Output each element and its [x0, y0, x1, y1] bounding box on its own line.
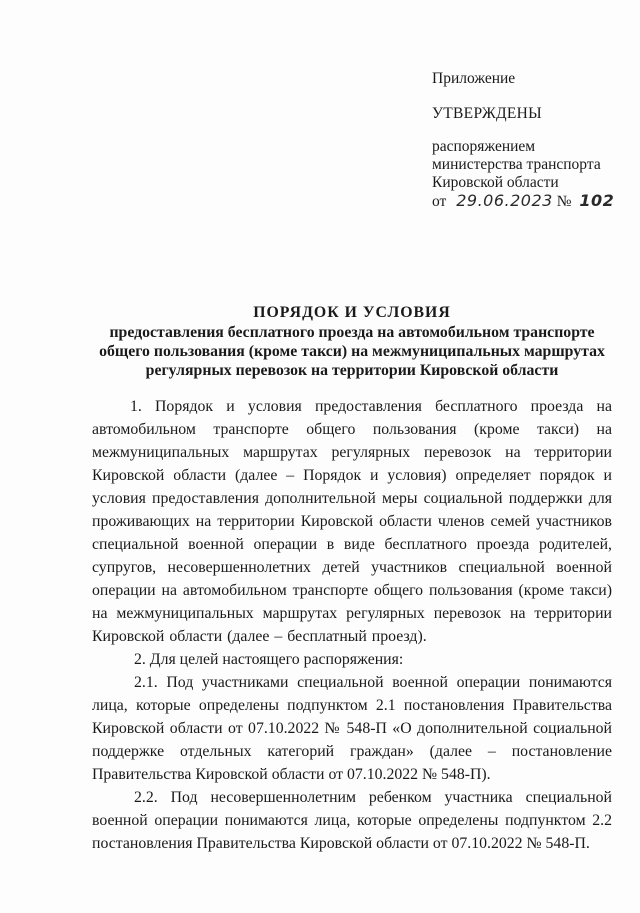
paragraph-2: 2. Для целей настоящего распоряжения: — [134, 651, 404, 668]
title-line-2: общего пользования (кроме такси) на межмуниципальных маршрутах — [99, 343, 605, 360]
approval-block — [432, 70, 632, 211]
handwritten-number: 102 — [579, 191, 615, 210]
date-prefix: от — [432, 193, 447, 210]
document-title — [92, 303, 612, 380]
approval-by-line-3: Кировской области — [432, 174, 559, 191]
approval-by-line-1: распоряжением — [432, 138, 536, 155]
approved-label: УТВЕРЖДЕНЫ — [432, 105, 542, 122]
approval-by-line-2: министерства транспорта — [432, 156, 601, 173]
paragraph-2-2: 2.2. Под несовершеннолетним ребенком участника специальной военной операции понимаются лица, которые определены подпунктом 2.2 постановления Правительства Кировской области от 07.10.2022 № 548-П. — [92, 789, 612, 852]
approval-date-row — [432, 192, 632, 211]
title-line-1: предоставления бесплатного проезда на автомобильном транспорте — [109, 324, 595, 341]
paragraph-2-1: 2.1. Под участниками специальной военной операции понимаются лица, которые определены подпунктом 2.1 постановления Правительства Кировской области от 07.10.2022 № 548-П «О дополнительной социальной поддержке отдельных категорий граждан» (далее – постановление Правительства Кировской области от 07.10.2022 № 548-П). — [92, 674, 612, 783]
appendix-label: Приложение — [432, 70, 516, 87]
document-body — [92, 395, 612, 855]
title-line-3: регулярных перевозок на территории Кировской области — [145, 362, 559, 379]
number-sign: № — [556, 193, 572, 210]
handwritten-date: 29.06.2023 — [456, 191, 553, 210]
paragraph-1: 1. Порядок и условия предоставления бесплатного проезда на автомобильном транспорте общего пользования (кроме такси) на межмуниципальных маршрутах регулярных перевозок на территории Кировской области (далее – Порядок и условия) определяет порядок и условия предоставления дополнительной меры социальной поддержки для проживающих на территории Кировской области членов семей участников специальной военной операции в виде бесплатного проезда родителей, супругов, несовершеннолетних детей участников специальной военной операции на автомобильном транспорте общего пользования (кроме такси) на межмуниципальных маршрутах регулярных перевозок на территории Кировской области (далее – бесплатный проезд). — [92, 398, 612, 645]
title-main: ПОРЯДОК И УСЛОВИЯ — [253, 304, 451, 321]
